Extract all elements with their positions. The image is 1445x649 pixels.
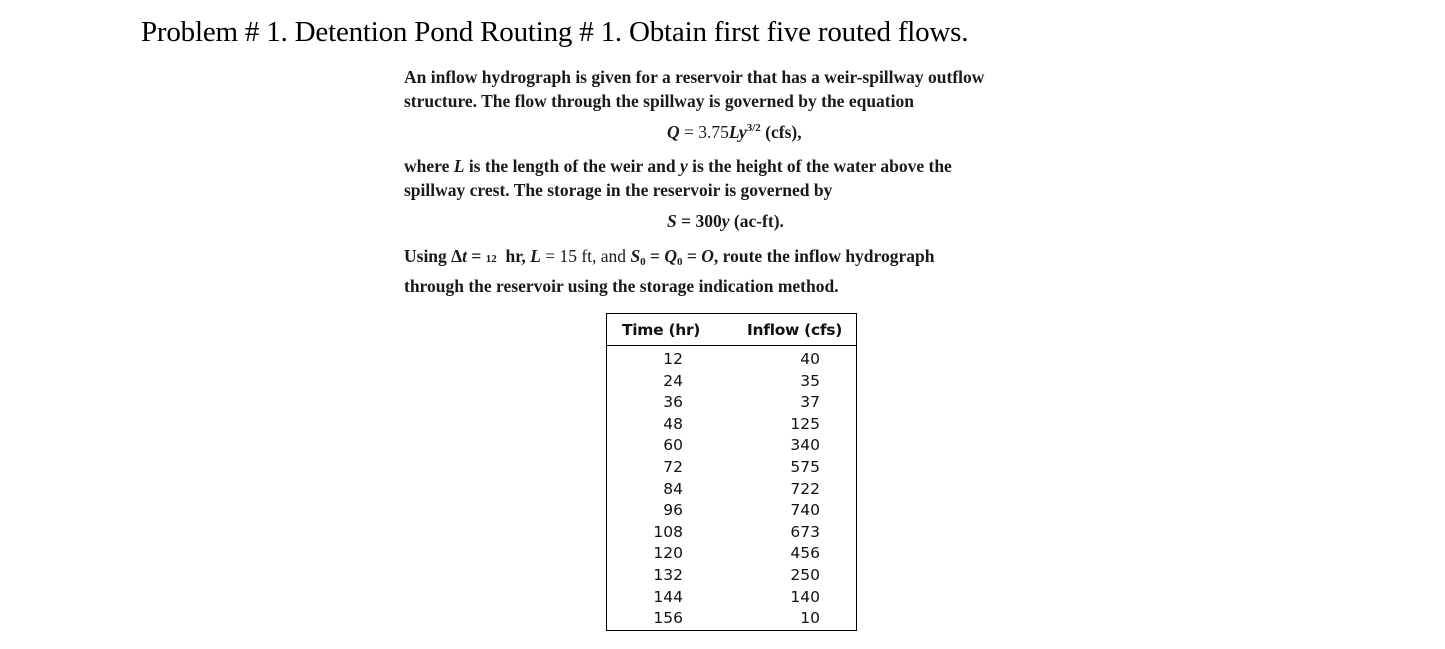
def-var-y: y xyxy=(679,156,688,176)
inflow-cell: 140 xyxy=(790,587,820,606)
inflow-cell: 10 xyxy=(800,609,820,628)
header-inflow: Inflow (cfs) xyxy=(747,321,842,339)
table-row xyxy=(607,587,856,609)
time-cell: 36 xyxy=(663,393,683,412)
inflow-cell: 250 xyxy=(790,565,820,584)
inflow-cell: 722 xyxy=(790,479,820,498)
time-cell: 144 xyxy=(653,587,683,606)
intro-line-1: An inflow hydrograph is given for a reservoir that has a weir-spillway outflow xyxy=(404,67,985,87)
storage-equation xyxy=(667,211,1445,232)
definition-line-2: spillway crest. The storage in the reservoir is governed by xyxy=(404,180,833,200)
inflow-cell: 340 xyxy=(790,436,820,455)
def-text-a: where xyxy=(404,156,454,176)
instr-sub-q0: 0 xyxy=(677,256,683,268)
time-cell: 12 xyxy=(663,350,683,368)
table-header xyxy=(607,314,856,346)
time-cell: 108 xyxy=(653,522,683,541)
instr-dt: 12 xyxy=(485,253,497,265)
inflow-cell: 456 xyxy=(790,544,820,563)
instr-e: = xyxy=(645,246,665,266)
table-row xyxy=(607,479,856,501)
instr-b: = xyxy=(467,246,486,266)
time-cell: 120 xyxy=(653,544,683,563)
table-row xyxy=(607,414,856,436)
definition-paragraph xyxy=(404,154,1124,202)
time-cell: 132 xyxy=(653,565,683,584)
table-row xyxy=(607,522,856,544)
eq1-exponent: 3/2 xyxy=(746,122,761,134)
time-cell: 48 xyxy=(663,414,683,433)
instruction-line-1 xyxy=(404,244,1124,274)
table-body xyxy=(607,346,856,630)
table-row xyxy=(607,457,856,479)
inflow-cell: 740 xyxy=(790,501,820,520)
time-cell: 96 xyxy=(663,501,683,520)
inflow-cell: 37 xyxy=(800,393,820,412)
table-row xyxy=(607,608,856,630)
inflow-cell: 125 xyxy=(790,414,820,433)
instr-sub-s0: 0 xyxy=(640,256,646,268)
eq1-lhs: Q xyxy=(667,122,680,142)
eq2-lhs: S xyxy=(667,211,677,231)
def-text-c: is the height of the water above the xyxy=(687,156,952,176)
table-row xyxy=(607,543,856,565)
instr-g: , route the inflow hydrograph xyxy=(713,246,935,266)
eq2-coefficient: = 300 xyxy=(676,211,722,231)
eq1-units: (cfs), xyxy=(765,122,802,142)
instr-Q: Q xyxy=(664,246,678,266)
time-cell: 156 xyxy=(653,609,683,628)
spillway-equation xyxy=(667,122,1445,143)
instr-t: t xyxy=(462,246,468,266)
instr-d: = 15 ft, and xyxy=(540,246,631,266)
time-cell: 72 xyxy=(663,457,683,476)
time-cell: 24 xyxy=(663,371,683,390)
intro-paragraph xyxy=(404,65,1124,113)
instr-a: Using Δ xyxy=(404,246,463,266)
instr-f: = xyxy=(682,246,702,266)
eq1-coefficient: = 3.75 xyxy=(684,122,729,142)
inflow-cell: 673 xyxy=(790,522,820,541)
time-cell: 84 xyxy=(663,479,683,498)
instr-L: L xyxy=(530,246,541,266)
time-cell: 60 xyxy=(663,436,683,455)
intro-line-2: structure. The flow through the spillway is governed by the equation xyxy=(404,91,914,111)
inflow-cell: 575 xyxy=(790,457,820,476)
table-row xyxy=(607,565,856,587)
problem-title: Problem # 1. Detention Pond Routing # 1. Obtain first five routed flows. xyxy=(141,16,969,48)
instruction-line-2: through the reservoir using the storage indication method. xyxy=(404,276,839,296)
def-text-b: is the length of the weir and xyxy=(464,156,680,176)
table-row xyxy=(607,371,856,393)
inflow-cell: 35 xyxy=(800,371,820,390)
inflow-cell: 40 xyxy=(800,350,820,368)
header-time: Time (hr) xyxy=(622,321,701,339)
table-row xyxy=(607,435,856,457)
def-var-L: L xyxy=(453,156,465,176)
eq1-vars: Ly xyxy=(728,122,747,142)
definition-line-1 xyxy=(404,154,1124,178)
instr-c: hr, xyxy=(496,246,531,266)
instr-O: O xyxy=(701,246,714,266)
table-row xyxy=(607,392,856,414)
eq2-var: y xyxy=(721,211,730,231)
instr-S: S xyxy=(630,246,641,266)
table-row xyxy=(607,349,856,371)
eq2-units: (ac-ft). xyxy=(729,211,784,231)
table-row xyxy=(607,500,856,522)
inflow-table xyxy=(606,313,857,631)
instruction-paragraph xyxy=(404,244,1124,298)
